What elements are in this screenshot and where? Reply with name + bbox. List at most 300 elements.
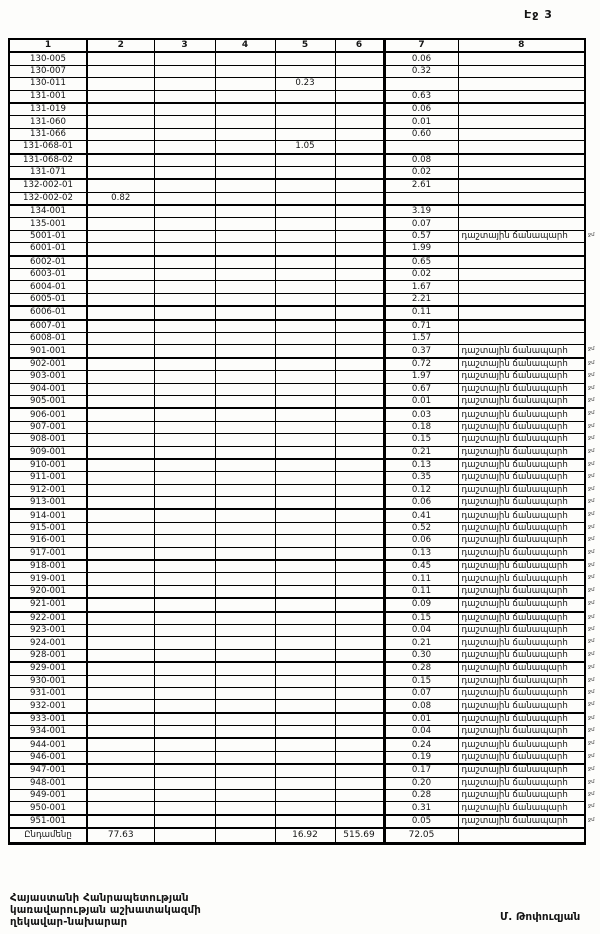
value-cell-col8: դաշտային ճանապարհ ջմ (458, 446, 585, 459)
parcel-code-cell: 911-001 (9, 472, 87, 484)
margin-cutoff-note: ջմ (588, 803, 595, 810)
value-cell-col5 (275, 218, 335, 230)
value-cell-col6 (335, 802, 384, 815)
margin-cutoff-note: ջմ (588, 752, 595, 759)
value-cell-col4 (215, 484, 275, 496)
value-cell-col8 (458, 179, 585, 192)
value-cell-col6 (335, 738, 384, 751)
value-cell-col5 (275, 383, 335, 395)
value-cell-col4 (215, 256, 275, 269)
value-cell-col6 (335, 205, 384, 218)
value-cell-col6 (335, 713, 384, 726)
margin-cutoff-note: ջմ (588, 574, 595, 581)
value-cell-col5 (275, 612, 335, 625)
value-cell-col6 (335, 383, 384, 395)
value-cell-col4 (215, 738, 275, 751)
value-cell-col4 (215, 459, 275, 472)
value-cell-col7: 1.57 (384, 332, 458, 344)
value-cell-col2 (87, 103, 154, 116)
value-cell-col4 (215, 764, 275, 777)
value-cell-col7: 3.19 (384, 205, 458, 218)
value-cell-col8: դաշտային ճանապարհ ջմ (458, 777, 585, 789)
value-cell-col3 (154, 547, 215, 560)
table-row (9, 624, 585, 636)
parcel-code-cell: 130-005 (9, 52, 87, 65)
table-row (9, 320, 585, 333)
parcel-code-cell: 916-001 (9, 535, 87, 547)
parcel-code-cell: 131-060 (9, 116, 87, 128)
parcel-code-cell: 918-001 (9, 560, 87, 573)
value-cell-col2 (87, 256, 154, 269)
value-cell-col5 (275, 573, 335, 585)
value-cell-col5 (275, 345, 335, 358)
value-cell-col7: 0.15 (384, 434, 458, 446)
value-cell-col7: 0.45 (384, 560, 458, 573)
value-cell-col6 (335, 764, 384, 777)
value-cell-col5 (275, 713, 335, 726)
value-cell-col3 (154, 815, 215, 828)
parcel-code-cell: 131-071 (9, 166, 87, 179)
value-cell-col5 (275, 484, 335, 496)
value-cell-col6 (335, 790, 384, 802)
table-row (9, 802, 585, 815)
margin-cutoff-note: ջմ (588, 625, 595, 632)
value-cell-col5 (275, 815, 335, 828)
parcel-code-cell: 914-001 (9, 509, 87, 522)
value-cell-col2 (87, 700, 154, 713)
table-row (9, 345, 585, 358)
value-cell-col4 (215, 345, 275, 358)
value-cell-col4 (215, 598, 275, 611)
value-cell-col6 (335, 497, 384, 510)
value-cell-col4 (215, 358, 275, 371)
table-row (9, 738, 585, 751)
value-cell-col8: դաշտային ճանապարհ ջմ (458, 573, 585, 585)
value-cell-col7: 0.12 (384, 484, 458, 496)
value-cell-col8 (458, 332, 585, 344)
value-cell-col6: 515.69 (335, 828, 384, 844)
parcel-code-cell: 948-001 (9, 777, 87, 789)
value-cell-col6 (335, 179, 384, 192)
value-cell-col2 (87, 306, 154, 319)
value-cell-col8 (458, 65, 585, 77)
table-row (9, 675, 585, 687)
value-cell-col8 (458, 141, 585, 154)
table-row (9, 230, 585, 242)
parcel-code-cell: 908-001 (9, 434, 87, 446)
value-cell-col6 (335, 78, 384, 90)
value-cell-col2 (87, 802, 154, 815)
table-row (9, 726, 585, 739)
table-row (9, 522, 585, 534)
value-cell-col8 (458, 166, 585, 179)
value-cell-col4 (215, 306, 275, 319)
value-cell-col6 (335, 192, 384, 205)
value-cell-col8: դաշտային ճանապարհ ջմ (458, 230, 585, 242)
parcel-code-cell: 909-001 (9, 446, 87, 459)
value-cell-col7: 0.06 (384, 103, 458, 116)
table-row (9, 434, 585, 446)
table-row (9, 218, 585, 230)
value-cell-col5 (275, 103, 335, 116)
value-cell-col7: 0.11 (384, 573, 458, 585)
parcel-code-cell: 904-001 (9, 383, 87, 395)
value-cell-col3 (154, 675, 215, 687)
value-cell-col7: 0.07 (384, 218, 458, 230)
value-cell-col4 (215, 509, 275, 522)
value-cell-col2 (87, 243, 154, 256)
parcel-code-cell: 131-068-01 (9, 141, 87, 154)
value-cell-col7: 0.11 (384, 306, 458, 319)
column-header-6: 6 (335, 39, 384, 52)
value-cell-col4 (215, 802, 275, 815)
value-cell-col3 (154, 192, 215, 205)
value-cell-col3 (154, 777, 215, 789)
value-cell-col4 (215, 726, 275, 739)
value-cell-col3 (154, 434, 215, 446)
value-cell-col4 (215, 78, 275, 90)
value-cell-col2 (87, 547, 154, 560)
value-cell-col3 (154, 243, 215, 256)
parcel-code-cell: 903-001 (9, 371, 87, 383)
value-cell-col2 (87, 320, 154, 333)
value-cell-col6 (335, 65, 384, 77)
value-cell-col5 (275, 256, 335, 269)
value-cell-col6 (335, 687, 384, 699)
parcel-code-cell: 5001-01 (9, 230, 87, 242)
value-cell-col6 (335, 560, 384, 573)
margin-cutoff-note: ջմ (588, 523, 595, 530)
margin-cutoff-note: ջմ (588, 473, 595, 480)
table-row (9, 205, 585, 218)
value-cell-col5 (275, 90, 335, 103)
table-row (9, 65, 585, 77)
value-cell-col7: 1.67 (384, 281, 458, 293)
value-cell-col5 (275, 421, 335, 433)
table-row (9, 472, 585, 484)
value-cell-col3 (154, 383, 215, 395)
value-cell-col4 (215, 612, 275, 625)
value-cell-col4 (215, 434, 275, 446)
table-row (9, 535, 585, 547)
value-cell-col5 (275, 116, 335, 128)
margin-cutoff-note: ջմ (588, 778, 595, 785)
value-cell-col7: 0.03 (384, 408, 458, 421)
value-cell-col3 (154, 535, 215, 547)
value-cell-col6 (335, 395, 384, 408)
value-cell-col4 (215, 116, 275, 128)
value-cell-col6 (335, 154, 384, 167)
value-cell-col3 (154, 103, 215, 116)
value-cell-col3 (154, 751, 215, 764)
value-cell-col6 (335, 637, 384, 649)
value-cell-col8: դաշտային ճանապարհ ջմ (458, 637, 585, 649)
parcel-code-cell: 6003-01 (9, 269, 87, 281)
value-cell-col2 (87, 293, 154, 306)
value-cell-col5 (275, 790, 335, 802)
value-cell-col6 (335, 256, 384, 269)
value-cell-col6 (335, 585, 384, 598)
parcel-code-cell: 6005-01 (9, 293, 87, 306)
parcel-code-cell: 902-001 (9, 358, 87, 371)
footer-org-line-2: կառավարության աշխատակազմի (10, 905, 201, 917)
value-cell-col2 (87, 90, 154, 103)
value-cell-col4 (215, 383, 275, 395)
table-row (9, 154, 585, 167)
value-cell-col7: 0.06 (384, 535, 458, 547)
value-cell-col8: դաշտային ճանապարհ ջմ (458, 700, 585, 713)
value-cell-col8 (458, 128, 585, 140)
value-cell-col7: 0.08 (384, 700, 458, 713)
parcel-code-cell: 923-001 (9, 624, 87, 636)
value-cell-col4 (215, 179, 275, 192)
value-cell-col8 (458, 192, 585, 205)
table-row (9, 687, 585, 699)
value-cell-col6 (335, 371, 384, 383)
value-cell-col4 (215, 446, 275, 459)
table-row (9, 128, 585, 140)
value-cell-col8: դաշտային ճանապարհ ջմ (458, 472, 585, 484)
value-cell-col5 (275, 179, 335, 192)
value-cell-col4 (215, 828, 275, 844)
value-cell-col5 (275, 52, 335, 65)
table-row (9, 408, 585, 421)
land-parcel-table (8, 38, 595, 845)
value-cell-col7: 0.41 (384, 509, 458, 522)
value-cell-col3 (154, 790, 215, 802)
value-cell-col5 (275, 154, 335, 167)
margin-cutoff-note: ջմ (588, 766, 595, 773)
value-cell-col5 (275, 408, 335, 421)
value-cell-col7: 0.18 (384, 421, 458, 433)
value-cell-col8: դաշտային ճանապարհ ջմ (458, 815, 585, 828)
value-cell-col3 (154, 726, 215, 739)
value-cell-col7: 0.01 (384, 713, 458, 726)
parcel-code-cell: 132-002-01 (9, 179, 87, 192)
value-cell-col3 (154, 166, 215, 179)
value-cell-col2 (87, 269, 154, 281)
margin-cutoff-note: ջմ (588, 650, 595, 657)
value-cell-col2 (87, 777, 154, 789)
value-cell-col6 (335, 166, 384, 179)
value-cell-col7: 0.19 (384, 751, 458, 764)
value-cell-col7: 0.04 (384, 624, 458, 636)
value-cell-col4 (215, 777, 275, 789)
value-cell-col6 (335, 52, 384, 65)
value-cell-col6 (335, 345, 384, 358)
value-cell-col4 (215, 535, 275, 547)
value-cell-col8: դաշտային ճանապարհ ջմ (458, 535, 585, 547)
table-row (9, 192, 585, 205)
value-cell-col8: դաշտային ճանապարհ ջմ (458, 547, 585, 560)
value-cell-col6 (335, 243, 384, 256)
parcel-code-cell: 931-001 (9, 687, 87, 699)
value-cell-col5 (275, 472, 335, 484)
value-cell-col7: 0.02 (384, 166, 458, 179)
value-cell-col7: 0.09 (384, 598, 458, 611)
value-cell-col2 (87, 230, 154, 242)
value-cell-col7: 0.24 (384, 738, 458, 751)
value-cell-col5 (275, 764, 335, 777)
value-cell-col7: 0.07 (384, 687, 458, 699)
margin-cutoff-note: ջմ (588, 511, 595, 518)
value-cell-col4 (215, 52, 275, 65)
table-row (9, 332, 585, 344)
value-cell-col8 (458, 205, 585, 218)
value-cell-col8: դաշտային ճանապարհ ջմ (458, 662, 585, 675)
value-cell-col7: 0.31 (384, 802, 458, 815)
value-cell-col8 (458, 243, 585, 256)
value-cell-col7: 0.72 (384, 358, 458, 371)
value-cell-col5 (275, 687, 335, 699)
value-cell-col3 (154, 484, 215, 496)
parcel-code-cell: 905-001 (9, 395, 87, 408)
value-cell-col7: 0.67 (384, 383, 458, 395)
value-cell-col7: 0.21 (384, 446, 458, 459)
value-cell-col8 (458, 103, 585, 116)
value-cell-col5 (275, 371, 335, 383)
parcel-code-cell: 922-001 (9, 612, 87, 625)
value-cell-col3 (154, 306, 215, 319)
value-cell-col5 (275, 547, 335, 560)
value-cell-col5 (275, 726, 335, 739)
value-cell-col7: 72.05 (384, 828, 458, 844)
value-cell-col3 (154, 78, 215, 90)
value-cell-col4 (215, 700, 275, 713)
value-cell-col6 (335, 509, 384, 522)
value-cell-col2 (87, 624, 154, 636)
value-cell-col8 (458, 154, 585, 167)
value-cell-col3 (154, 598, 215, 611)
value-cell-col7: 1.97 (384, 371, 458, 383)
table-row (9, 52, 585, 65)
table-row (9, 421, 585, 433)
value-cell-col6 (335, 269, 384, 281)
value-cell-col6 (335, 777, 384, 789)
value-cell-col3 (154, 116, 215, 128)
value-cell-col4 (215, 522, 275, 534)
table-row (9, 116, 585, 128)
value-cell-col5 (275, 585, 335, 598)
value-cell-col3 (154, 332, 215, 344)
value-cell-col4 (215, 573, 275, 585)
value-cell-col4 (215, 332, 275, 344)
value-cell-col5 (275, 738, 335, 751)
margin-cutoff-note: ջմ (588, 740, 595, 747)
parcel-code-cell: 949-001 (9, 790, 87, 802)
total-label-cell: Ընդամենը (9, 828, 87, 844)
value-cell-col4 (215, 269, 275, 281)
value-cell-col7: 0.32 (384, 65, 458, 77)
value-cell-col6 (335, 459, 384, 472)
parcel-code-cell: 131-001 (9, 90, 87, 103)
value-cell-col8: դաշտային ճանապարհ ջմ (458, 687, 585, 699)
value-cell-col2 (87, 434, 154, 446)
value-cell-col2 (87, 713, 154, 726)
value-cell-col5 (275, 509, 335, 522)
margin-cutoff-note: ջմ (588, 498, 595, 505)
value-cell-col2 (87, 345, 154, 358)
parcel-code-cell: 901-001 (9, 345, 87, 358)
value-cell-col3 (154, 256, 215, 269)
margin-cutoff-note: ջմ (588, 410, 595, 417)
value-cell-col5 (275, 675, 335, 687)
value-cell-col2 (87, 484, 154, 496)
table-row (9, 90, 585, 103)
table-row (9, 713, 585, 726)
value-cell-col2 (87, 790, 154, 802)
table-row (9, 662, 585, 675)
value-cell-col2 (87, 649, 154, 662)
value-cell-col3 (154, 65, 215, 77)
table-row (9, 547, 585, 560)
parcel-code-cell: 130-007 (9, 65, 87, 77)
parcel-code-cell: 951-001 (9, 815, 87, 828)
value-cell-col3 (154, 320, 215, 333)
parcel-code-cell: 910-001 (9, 459, 87, 472)
value-cell-col4 (215, 662, 275, 675)
value-cell-col3 (154, 459, 215, 472)
value-cell-col4 (215, 472, 275, 484)
value-cell-col8 (458, 320, 585, 333)
value-cell-col8: դաշտային ճանապարհ ջմ (458, 497, 585, 510)
value-cell-col2 (87, 560, 154, 573)
value-cell-col5 (275, 358, 335, 371)
value-cell-col2 (87, 675, 154, 687)
parcel-code-cell: 6006-01 (9, 306, 87, 319)
value-cell-col3 (154, 472, 215, 484)
value-cell-col4 (215, 230, 275, 242)
value-cell-col5: 1.05 (275, 141, 335, 154)
table-row (9, 612, 585, 625)
value-cell-col4 (215, 751, 275, 764)
margin-cutoff-note: ջմ (588, 613, 595, 620)
value-cell-col2 (87, 116, 154, 128)
value-cell-col4 (215, 65, 275, 77)
value-cell-col4 (215, 243, 275, 256)
value-cell-col4 (215, 408, 275, 421)
value-cell-col6 (335, 612, 384, 625)
value-cell-col5 (275, 395, 335, 408)
value-cell-col3 (154, 662, 215, 675)
value-cell-col8 (458, 269, 585, 281)
parcel-code-cell: 6008-01 (9, 332, 87, 344)
column-header-1: 1 (9, 39, 87, 52)
value-cell-col4 (215, 687, 275, 699)
value-cell-col2 (87, 408, 154, 421)
column-header-2: 2 (87, 39, 154, 52)
footer-title-line: ղեկավար-նախարար (10, 917, 128, 929)
table-row (9, 497, 585, 510)
table-row (9, 358, 585, 371)
value-cell-col3 (154, 497, 215, 510)
value-cell-col2 (87, 764, 154, 777)
value-cell-col6 (335, 306, 384, 319)
value-cell-col5 (275, 497, 335, 510)
value-cell-col6 (335, 726, 384, 739)
parcel-code-cell: 6001-01 (9, 243, 87, 256)
value-cell-col8 (458, 306, 585, 319)
value-cell-col4 (215, 166, 275, 179)
value-cell-col6 (335, 472, 384, 484)
table-row (9, 637, 585, 649)
value-cell-col6 (335, 103, 384, 116)
value-cell-col2 (87, 459, 154, 472)
value-cell-col4 (215, 649, 275, 662)
value-cell-col2 (87, 446, 154, 459)
value-cell-col8: դաշտային ճանապարհ ջմ (458, 624, 585, 636)
value-cell-col4 (215, 103, 275, 116)
